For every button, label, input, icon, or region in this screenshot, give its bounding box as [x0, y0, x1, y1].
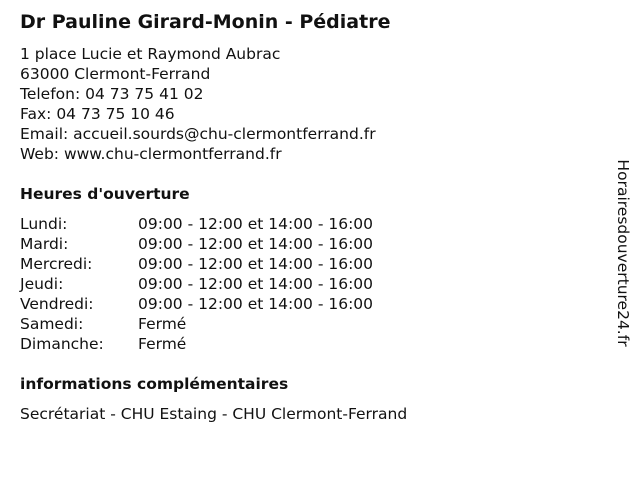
additional-info-heading: informations complémentaires: [20, 375, 289, 393]
time-value: 09:00 - 12:00 et 14:00 - 16:00: [138, 275, 374, 293]
time-value: 09:00 - 12:00 et 14:00 - 16:00: [138, 255, 374, 273]
day-label: Lundi:: [20, 215, 68, 233]
time-value: 09:00 - 12:00 et 14:00 - 16:00: [138, 215, 374, 233]
time-value: 09:00 - 12:00 et 14:00 - 16:00: [138, 295, 374, 313]
day-label: Mardi:: [20, 235, 69, 253]
time-value: 09:00 - 12:00 et 14:00 - 16:00: [138, 235, 374, 253]
day-label: Dimanche:: [20, 335, 104, 353]
contact-info: [20, 44, 376, 164]
fax-line: Fax: 04 73 75 10 46: [20, 105, 175, 123]
opening-hours-heading: Heures d'ouverture: [20, 185, 190, 203]
address-line-1: 1 place Lucie et Raymond Aubrac: [20, 45, 281, 63]
page-title: Dr Pauline Girard-Monin - Pédiatre: [20, 11, 391, 33]
web-line: Web: www.chu-clermontferrand.fr: [20, 145, 282, 163]
additional-info-text: Secrétariat - CHU Estaing - CHU Clermont-Ferrand: [20, 405, 408, 423]
address-line-2: 63000 Clermont-Ferrand: [20, 65, 211, 83]
day-label: Mercredi:: [20, 255, 93, 273]
phone-line: Telefon: 04 73 75 41 02: [20, 85, 204, 103]
day-label: Jeudi:: [20, 275, 64, 293]
day-label: Samedi:: [20, 315, 84, 333]
site-watermark: Horairesdouverture24.fr: [614, 159, 632, 347]
email-line: Email: accueil.sourds@chu-clermontferrand.fr: [20, 125, 376, 143]
time-value: Fermé: [138, 315, 187, 333]
day-label: Vendredi:: [20, 295, 94, 313]
time-value: Fermé: [138, 335, 187, 353]
